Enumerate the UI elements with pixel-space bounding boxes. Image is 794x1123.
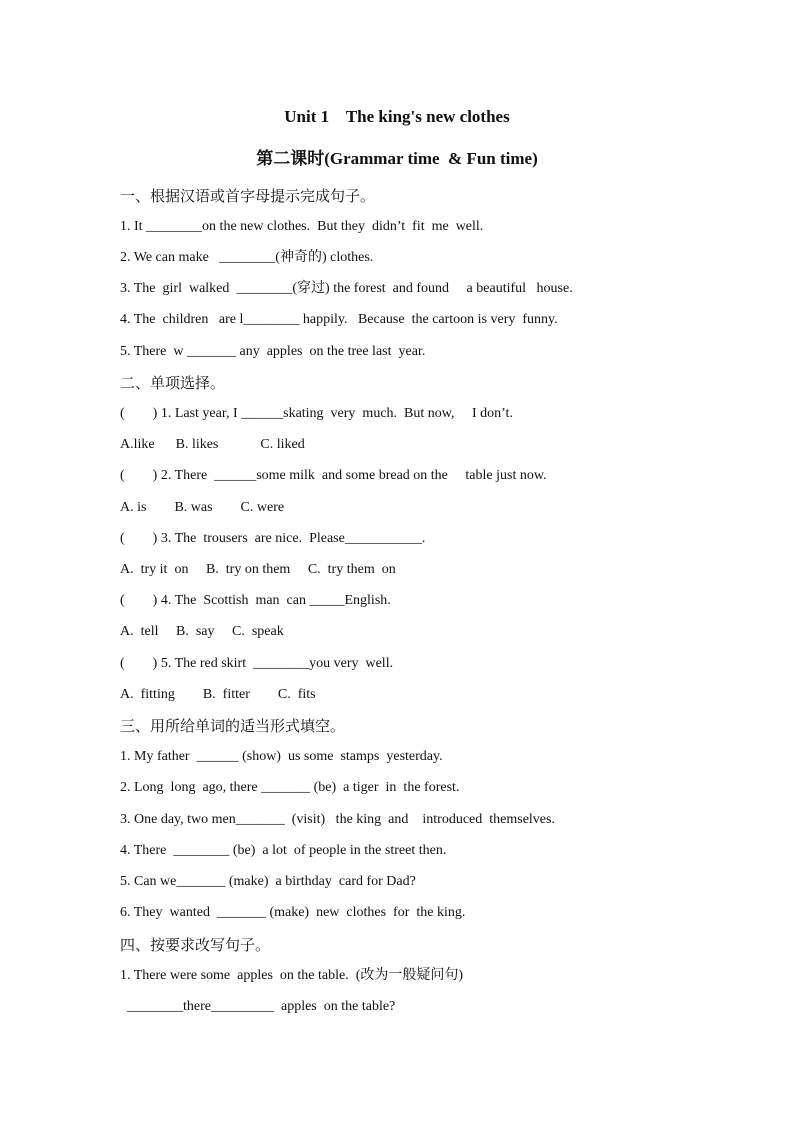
section2-options-4: A. tell B. say C. speak [120, 624, 284, 639]
section2-question-4: ( ) 4. The Scottish man can _____English. [120, 593, 391, 608]
section2-options-2: A. is B. was C. were [120, 500, 285, 515]
section4-heading: 四、按要求改写句子。 [120, 936, 271, 954]
page-subtitle: 第二课时(Grammar time & Fun time) [256, 149, 538, 168]
section1-item-5: 5. There w _______ any apples on the tree last year. [120, 344, 426, 359]
section2-options-1: A.like B. likes C. liked [120, 437, 305, 452]
section3-item-2: 2. Long long ago, there _______ (be) a tiger in the forest. [120, 780, 460, 795]
section4-item-1: 1. There were some apples on the table. (改为一般疑问句) [120, 968, 464, 983]
section1-item-4: 4. The children are l________ happily. Because the cartoon is very funny. [120, 312, 558, 327]
section1-item-2: 2. We can make ________(神奇的) clothes. [120, 250, 374, 265]
section1-heading: 一、根据汉语或首字母提示完成句子。 [120, 187, 376, 205]
section2-options-5: A. fitting B. fitter C. fits [120, 687, 316, 702]
section1-item-1: 1. It ________on the new clothes. But they didn’t fit me well. [120, 219, 484, 234]
section3-item-5: 5. Can we_______ (make) a birthday card for Dad? [120, 874, 416, 889]
section2-question-5: ( ) 5. The red skirt ________you very well. [120, 656, 394, 671]
section2-options-3: A. try it on B. try on them C. try them on [120, 562, 396, 577]
section1-item-3: 3. The girl walked ________(穿过) the forest and found a beautiful house. [120, 281, 573, 296]
section2-question-2: ( ) 2. There ______some milk and some bread on the table just now. [120, 468, 547, 483]
section2-question-1: ( ) 1. Last year, I ______skating very much. But now, I don’t. [120, 406, 513, 421]
section2-heading: 二、单项选择。 [120, 374, 226, 392]
section4-item-1-answer: ________there_________ apples on the table? [120, 999, 396, 1014]
section3-item-6: 6. They wanted _______ (make) new clothes for the king. [120, 905, 466, 920]
section2-question-3: ( ) 3. The trousers are nice. Please___________. [120, 531, 426, 546]
page-title: Unit 1 The king's new clothes [284, 107, 510, 126]
section3-item-3: 3. One day, two men_______ (visit) the king and introduced themselves. [120, 812, 555, 827]
section3-heading: 三、用所给单词的适当形式填空。 [120, 717, 346, 735]
section3-item-1: 1. My father ______ (show) us some stamps yesterday. [120, 749, 443, 764]
section3-item-4: 4. There ________ (be) a lot of people in the street then. [120, 843, 447, 858]
